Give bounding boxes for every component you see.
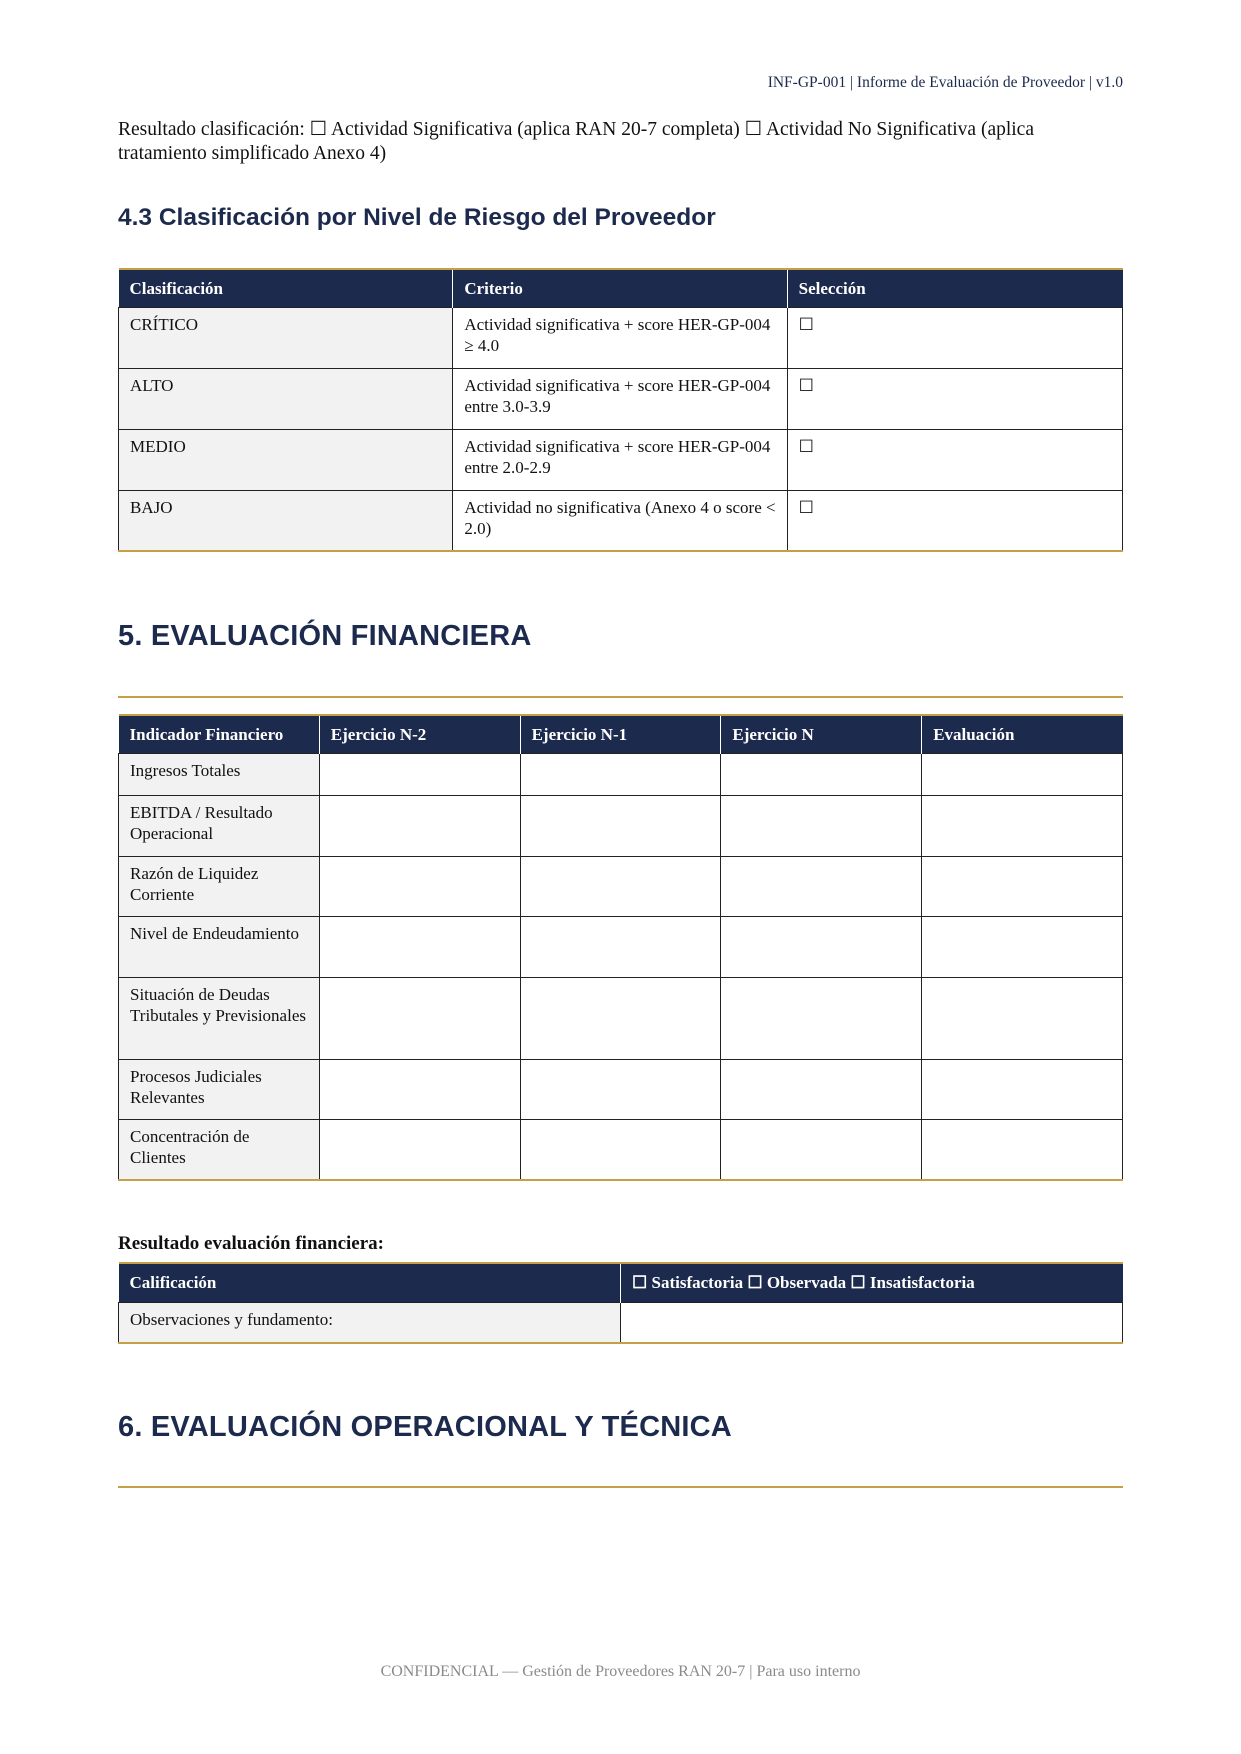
section-6-title: 6. EVALUACIÓN OPERACIONAL Y TÉCNICA bbox=[118, 1411, 732, 1443]
value-cell-n1[interactable] bbox=[520, 856, 721, 916]
indicator-label: Razón de Liquidez Corriente bbox=[119, 856, 320, 916]
financial-result-table bbox=[118, 1262, 1123, 1344]
risk-criterion: Actividad significativa + score HER-GP-004 ≥ 4.0 bbox=[453, 307, 787, 368]
selection-checkbox[interactable]: ☐ bbox=[787, 490, 1122, 551]
value-cell-n2[interactable] bbox=[319, 856, 520, 916]
indicator-label: EBITDA / Resultado Operacional bbox=[119, 795, 320, 856]
section-divider bbox=[118, 1486, 1123, 1488]
value-cell-n[interactable] bbox=[721, 856, 922, 916]
column-header: Clasificación bbox=[119, 269, 453, 307]
indicator-label: Ingresos Totales bbox=[119, 753, 320, 795]
running-header: INF-GP-001 | Informe de Evaluación de Proveedor | v1.0 bbox=[767, 74, 1123, 91]
selection-checkbox[interactable]: ☐ bbox=[787, 368, 1122, 429]
value-cell-n[interactable] bbox=[721, 1119, 922, 1180]
evaluation-cell[interactable] bbox=[922, 753, 1123, 795]
classification-result-line: Resultado clasificación: ☐ Actividad Significativa (aplica RAN 20-7 completa) ☐ Actividad No Significativa (aplica tratamiento simplificado Anexo 4) bbox=[118, 119, 1034, 164]
table-row bbox=[119, 1302, 1123, 1343]
value-cell-n1[interactable] bbox=[520, 916, 721, 977]
risk-level-label: BAJO bbox=[119, 490, 453, 551]
risk-criterion: Actividad no significativa (Anexo 4 o score < 2.0) bbox=[453, 490, 787, 551]
evaluation-cell[interactable] bbox=[922, 795, 1123, 856]
value-cell-n1[interactable] bbox=[520, 977, 721, 1059]
value-cell-n2[interactable] bbox=[319, 753, 520, 795]
value-cell-n[interactable] bbox=[721, 795, 922, 856]
risk-criterion: Actividad significativa + score HER-GP-004 entre 3.0-3.9 bbox=[453, 368, 787, 429]
evaluation-cell[interactable] bbox=[922, 916, 1123, 977]
value-cell-n1[interactable] bbox=[520, 753, 721, 795]
value-cell-n2[interactable] bbox=[319, 977, 520, 1059]
page-footer: CONFIDENCIAL — Gestión de Proveedores RAN 20-7 | Para uso interno bbox=[380, 1663, 861, 1680]
evaluation-cell[interactable] bbox=[922, 1119, 1123, 1180]
evaluation-cell[interactable] bbox=[922, 977, 1123, 1059]
table-row bbox=[119, 1119, 1123, 1180]
risk-level-label: ALTO bbox=[119, 368, 453, 429]
table-row bbox=[119, 490, 1123, 551]
column-header: Ejercicio N-1 bbox=[520, 715, 721, 753]
column-header: Indicador Financiero bbox=[119, 715, 320, 753]
section-4-3-title: 4.3 Clasificación por Nivel de Riesgo del Proveedor bbox=[118, 204, 716, 231]
value-cell-n2[interactable] bbox=[319, 916, 520, 977]
value-cell-n[interactable] bbox=[721, 1059, 922, 1119]
selection-checkbox[interactable]: ☐ bbox=[787, 307, 1122, 368]
value-cell-n[interactable] bbox=[721, 916, 922, 977]
rating-label: Calificación bbox=[119, 1263, 621, 1302]
evaluation-cell[interactable] bbox=[922, 856, 1123, 916]
value-cell-n1[interactable] bbox=[520, 1119, 721, 1180]
table-row bbox=[119, 429, 1123, 490]
risk-level-label: CRÍTICO bbox=[119, 307, 453, 368]
indicator-label: Situación de Deudas Tributales y Previsionales bbox=[119, 977, 320, 1059]
table-row bbox=[119, 753, 1123, 795]
financial-indicators-table bbox=[118, 714, 1123, 1181]
table-row bbox=[119, 916, 1123, 977]
indicator-label: Procesos Judiciales Relevantes bbox=[119, 1059, 320, 1119]
rating-options[interactable]: ☐ Satisfactoria ☐ Observada ☐ Insatisfactoria bbox=[621, 1263, 1123, 1302]
evaluation-cell[interactable] bbox=[922, 1059, 1123, 1119]
column-header: Criterio bbox=[453, 269, 787, 307]
financial-result-caption: Resultado evaluación financiera: bbox=[118, 1233, 384, 1254]
column-header: Ejercicio N-2 bbox=[319, 715, 520, 753]
column-header: Selección bbox=[787, 269, 1122, 307]
risk-level-table bbox=[118, 268, 1123, 552]
observations-field[interactable] bbox=[621, 1302, 1123, 1343]
value-cell-n2[interactable] bbox=[319, 1059, 520, 1119]
table-row bbox=[119, 368, 1123, 429]
section-5-title: 5. EVALUACIÓN FINANCIERA bbox=[118, 620, 532, 652]
table-row bbox=[119, 977, 1123, 1059]
column-header: Ejercicio N bbox=[721, 715, 922, 753]
section-divider bbox=[118, 696, 1123, 698]
value-cell-n1[interactable] bbox=[520, 795, 721, 856]
table-row bbox=[119, 1059, 1123, 1119]
value-cell-n1[interactable] bbox=[520, 1059, 721, 1119]
column-header: Evaluación bbox=[922, 715, 1123, 753]
table-row bbox=[119, 856, 1123, 916]
selection-checkbox[interactable]: ☐ bbox=[787, 429, 1122, 490]
value-cell-n[interactable] bbox=[721, 753, 922, 795]
risk-level-label: MEDIO bbox=[119, 429, 453, 490]
value-cell-n2[interactable] bbox=[319, 1119, 520, 1180]
table-row bbox=[119, 307, 1123, 368]
table-row bbox=[119, 795, 1123, 856]
indicator-label: Nivel de Endeudamiento bbox=[119, 916, 320, 977]
risk-criterion: Actividad significativa + score HER-GP-004 entre 2.0-2.9 bbox=[453, 429, 787, 490]
value-cell-n2[interactable] bbox=[319, 795, 520, 856]
indicator-label: Concentración de Clientes bbox=[119, 1119, 320, 1180]
observations-label: Observaciones y fundamento: bbox=[119, 1302, 621, 1343]
value-cell-n[interactable] bbox=[721, 977, 922, 1059]
